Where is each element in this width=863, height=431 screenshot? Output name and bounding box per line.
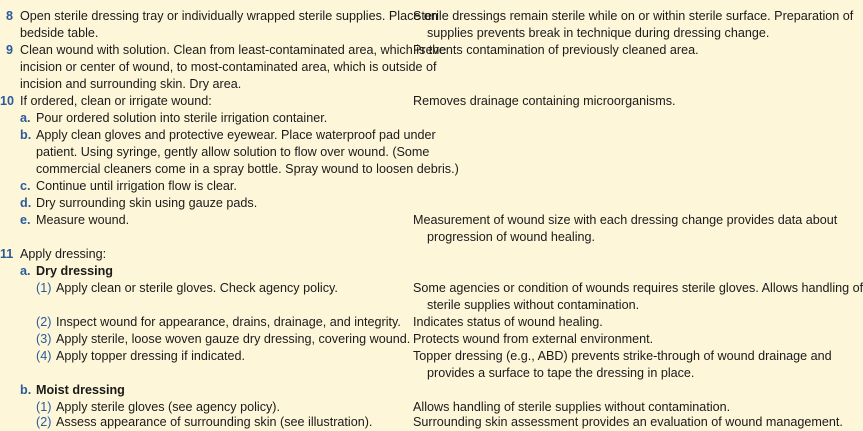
item-number: (1) [36, 281, 52, 295]
rationale-line: Protects wound from external environment. [413, 332, 654, 346]
substep-letter: b. [20, 128, 32, 142]
item-text: Apply topper dressing if indicated. [56, 349, 246, 363]
rationale-line: sterile supplies without contamination. [427, 298, 640, 312]
substep-letter: c. [20, 179, 31, 193]
step-text-line: incision and surrounding skin. Dry area. [20, 77, 242, 91]
step-text-line: bedside table. [20, 26, 99, 40]
step-number: 10 [0, 94, 15, 108]
rationale-line: Some agencies or condition of wounds requires sterile gloves. Allows handling of [413, 281, 863, 295]
substep-text-line: Measure wound. [36, 213, 130, 227]
substep-text-line: Dry surrounding skin using gauze pads. [36, 196, 258, 210]
substep-text-line: commercial cleaners come in a spray bottle. Spray wound to loosen debris.) [36, 162, 459, 176]
rationale-line: Allows handling of sterile supplies without contamination. [413, 400, 731, 414]
step-text: If ordered, clean or irrigate wound: [20, 94, 212, 108]
substep-letter: a. [20, 264, 31, 278]
item-number: (2) [36, 415, 52, 429]
step-number: 11 [0, 247, 14, 261]
substep-title: Dry dressing [36, 264, 113, 278]
substep-letter: e. [20, 213, 31, 227]
rationale-line: Indicates status of wound healing. [413, 315, 603, 329]
rationale-line: Topper dressing (e.g., ABD) prevents strike-through of wound drainage and [413, 349, 832, 363]
item-number: (2) [36, 315, 52, 329]
substep-title: Moist dressing [36, 383, 125, 397]
substep-text-line: Pour ordered solution into sterile irrigation container. [36, 111, 328, 125]
item-text: Apply clean or sterile gloves. Check agency policy. [56, 281, 338, 295]
substep-text-line: Apply clean gloves and protective eyewear. Place waterproof pad under [36, 128, 436, 142]
item-number: (1) [36, 400, 52, 414]
rationale-line: Surrounding skin assessment provides an evaluation of wound management. [413, 415, 843, 429]
substep-letter: a. [20, 111, 31, 125]
rationale-line: provides a surface to tape the dressing in place. [427, 366, 695, 380]
step-text-line: incision or center of wound, to most-contaminated area, which is outside of [20, 60, 437, 74]
step-number: 9 [6, 43, 14, 57]
item-number: (4) [36, 349, 52, 363]
rationale-line: Sterile dressings remain sterile while on or within sterile surface. Preparation of [413, 9, 854, 23]
item-number: (3) [36, 332, 52, 346]
rationale-line: Prevents contamination of previously cleaned area. [413, 43, 699, 57]
rationale-line: Removes drainage containing microorganisms. [413, 94, 676, 108]
step-number: 8 [6, 9, 14, 23]
item-text: Assess appearance of surrounding skin (see illustration). [56, 415, 373, 429]
step-text-line: Open sterile dressing tray or individually wrapped sterile supplies. Place on [20, 9, 438, 23]
rationale-line: supplies prevents break in technique during dressing change. [427, 26, 770, 40]
item-text: Apply sterile gloves (see agency policy). [56, 400, 280, 414]
substep-letter: b. [20, 383, 32, 397]
step-text-line: Clean wound with solution. Clean from least-contaminated area, which is the [20, 43, 447, 57]
substep-text-line: patient. Using syringe, gently allow solution to flow over wound. (Some [36, 145, 430, 159]
rationale-line: progression of wound healing. [427, 230, 596, 244]
rationale-line: Measurement of wound size with each dressing change provides data about [413, 213, 838, 227]
substep-letter: d. [20, 196, 32, 210]
item-text: Inspect wound for appearance, drains, drainage, and integrity. [56, 315, 401, 329]
step-text: Apply dressing: [20, 247, 107, 261]
item-text: Apply sterile, loose woven gauze dry dressing, covering wound. [56, 332, 411, 346]
substep-text-line: Continue until irrigation flow is clear. [36, 179, 237, 193]
